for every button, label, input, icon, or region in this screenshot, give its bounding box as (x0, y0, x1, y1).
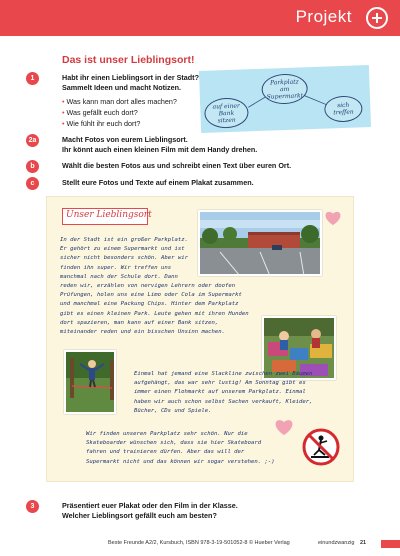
step-number-1: 1 (26, 72, 39, 85)
step-b-text: Wählt die besten Fotos aus und schreibt einen Text über euren Ort. (62, 161, 292, 170)
step-1-text (62, 73, 199, 93)
plus-icon (366, 7, 388, 29)
footer-page-number: 21 (360, 540, 367, 546)
bullet-item: • Wie fühlt ihr euch dort? (62, 118, 177, 129)
step-1-line-2: Sammelt Ideen und macht Notizen. (62, 83, 182, 92)
step-number-2a: 2a (26, 134, 39, 147)
footer-page-word: einundzwanzig (318, 540, 355, 546)
step-number-c: c (26, 177, 39, 190)
no-skateboarding-sign-icon (302, 428, 340, 466)
step-1-line-1: Habt ihr einen Lieblingsort in der Stadt? (62, 73, 199, 82)
step-3-text: Präsentiert euer Plakat oder den Film in der Klasse. Welcher Lieblingsort gefällt euch am besten? (62, 501, 238, 520)
poster-paragraph-1: In der Stadt ist ein großer Parkplatz. Er gehört zu einem Supermarkt und ist sicher nicht besonders schön. Aber wir finden ihn super. Wir treffen uns manchmal nach der Schule dort. Dann reden wir, erzählen von nervigen Lehrern oder doofen Prüfungen, holen uns eine Limo oder Cola im Supermarkt und manchmal eine Packung Chips. Hinter dem Parkplatz gibt es einen kleinen Park. Leute gehen mit ihren Hunden dort spazieren, man kann auf einer Bank sitzen, miteinander reden und ein bisschen Unsinn machen. (60, 237, 249, 336)
step-2a-text: Macht Fotos von eurem Lieblingsort. Ihr könnt auch einen kleinen Film mit dem Handy drehen. (62, 135, 258, 154)
mindmap-node-treffen: sich treffen (324, 95, 363, 122)
footer-citation: Beste Freunde A2/2, Kursbuch, ISBN 978-3-19-501052-8 © Hueber Verlag (108, 540, 290, 546)
step-number-b: b (26, 160, 39, 173)
mindmap-note (199, 65, 371, 133)
bullet-item: • Was kann man dort alles machen? (62, 96, 177, 107)
step-number-3: 3 (26, 500, 39, 513)
idea-bullet-list (62, 96, 177, 129)
mindmap-center-node: Parkplatz am Supermarkt (261, 73, 308, 105)
poster-title: Unser Lieblingsort (66, 210, 152, 220)
poster-paragraph-2: Einmal hat jemand eine Slackline zwischen zwei Bäumen aufgehängt, das war sehr lustig! Am Sonntag gibt es immer einen Flohmarkt auf unserem Parkplatz. Einmal haben wir auch schon selbst Sachen verkauft, Kleider, Bücher, CDs und Spiele. (134, 371, 313, 414)
step-c-text: Stellt eure Fotos und Texte auf einem Plakat zusammen. (62, 178, 254, 187)
header-title: Projekt (295, 7, 352, 26)
page-tab-strip (381, 540, 400, 548)
bullet-item: • Was gefällt euch dort? (62, 107, 177, 118)
poster-paragraph-3: Wir finden unseren Parkplatz sehr schön. Nur die Skateboarder wünschen sich, dass sie hier Skateboard fahren und trainieren dürfen. Aber das will der Supermarkt nicht und das können wir sogar verstehen. ;-) (86, 431, 275, 465)
heart-icon (324, 210, 342, 226)
mindmap-node-bank: auf einer Bank sitzen (204, 97, 249, 129)
slackline-photo (64, 350, 116, 414)
heart-icon (274, 418, 294, 436)
section-title: Das ist unser Lieblingsort! (62, 54, 195, 66)
poster (46, 196, 354, 482)
